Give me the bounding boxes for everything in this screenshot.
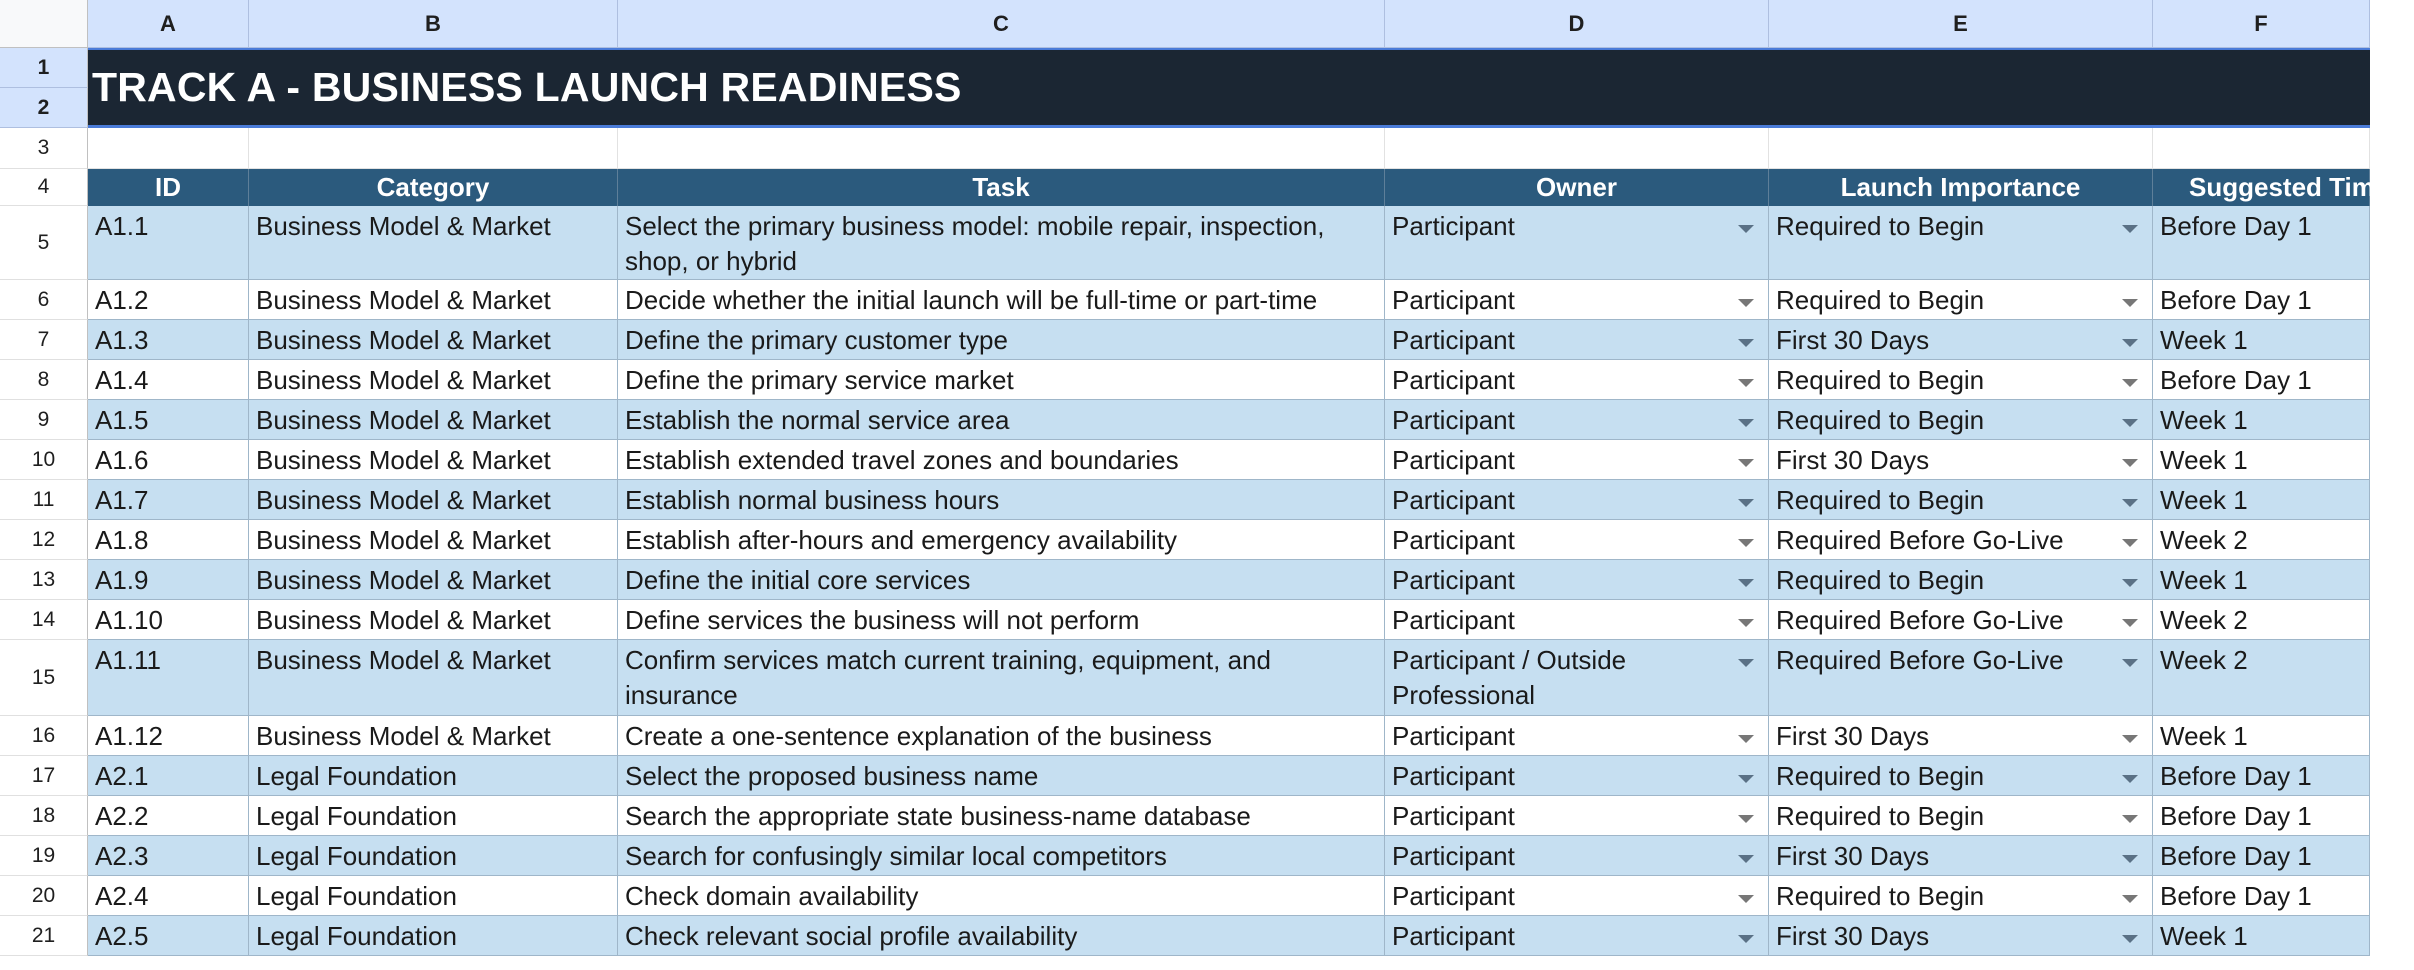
cell-importance-dropdown[interactable] xyxy=(1769,520,2153,560)
cell-timing[interactable] xyxy=(2153,640,2370,716)
cell-id[interactable] xyxy=(88,480,249,520)
cell-text: Week 1 xyxy=(2160,445,2248,475)
dropdown-arrow-icon[interactable] xyxy=(1738,895,1754,903)
cell-text: Week 1 xyxy=(2160,485,2248,515)
cell-owner-dropdown[interactable] xyxy=(1385,400,1769,440)
cell-text: Search for confusingly similar local competitors xyxy=(625,841,1167,871)
cell-text: Required to Begin xyxy=(1776,881,1985,911)
cell-owner-dropdown[interactable] xyxy=(1385,206,1769,280)
cell-text: Participant xyxy=(1392,921,1515,951)
cell-importance-dropdown[interactable] xyxy=(1769,756,2153,796)
cell-text: A2.1 xyxy=(95,761,149,791)
cell-text: Define the initial core services xyxy=(625,565,971,595)
cell-text: Required to Begin xyxy=(1776,565,1985,595)
table-row xyxy=(88,320,2370,360)
cell-id[interactable] xyxy=(88,206,249,280)
cell-timing[interactable] xyxy=(2153,320,2370,360)
cell-text: A1.11 xyxy=(95,645,162,675)
cell-text: Before Day 1 xyxy=(2160,211,2312,241)
dropdown-arrow-icon[interactable] xyxy=(1738,299,1754,307)
cell-task[interactable] xyxy=(618,206,1385,280)
cell-importance-dropdown[interactable] xyxy=(1769,400,2153,440)
header-task[interactable]: Task xyxy=(618,169,1385,206)
cell-text: Week 1 xyxy=(2160,405,2248,435)
dropdown-arrow-icon[interactable] xyxy=(1738,775,1754,783)
cell-timing[interactable] xyxy=(2153,400,2370,440)
cell-importance-dropdown[interactable] xyxy=(1769,320,2153,360)
cell-timing[interactable] xyxy=(2153,206,2370,280)
cell-text: Week 1 xyxy=(2160,921,2248,951)
dropdown-arrow-icon[interactable] xyxy=(2122,815,2138,823)
cell-text: Create a one-sentence explanation of the business xyxy=(625,721,1212,751)
cell-category[interactable] xyxy=(249,280,618,320)
row-header[interactable]: 17 xyxy=(0,756,88,796)
row-header[interactable]: 3 xyxy=(0,128,88,169)
cell-id[interactable] xyxy=(88,520,249,560)
cell-category[interactable] xyxy=(249,876,618,916)
dropdown-arrow-icon[interactable] xyxy=(2122,379,2138,387)
row-header[interactable]: 4 xyxy=(0,169,88,206)
cell-text: Legal Foundation xyxy=(256,841,457,871)
cell-text: Participant xyxy=(1392,801,1515,831)
cell-text: Select the proposed business name xyxy=(625,761,1039,791)
cell-text: Participant / Outside Professional xyxy=(1392,645,1627,710)
cell-text: First 30 Days xyxy=(1776,325,1930,355)
cell-text: Business Model & Market xyxy=(256,721,551,751)
empty-cell[interactable] xyxy=(249,128,618,169)
row-header[interactable]: 6 xyxy=(0,280,88,320)
cell-text: A1.12 xyxy=(95,721,163,751)
dropdown-arrow-icon[interactable] xyxy=(2122,299,2138,307)
cell-category[interactable] xyxy=(249,480,618,520)
cell-text: A1.9 xyxy=(95,565,149,595)
cell-timing[interactable] xyxy=(2153,360,2370,400)
cell-text: Check relevant social profile availability xyxy=(625,921,1078,951)
dropdown-arrow-icon[interactable] xyxy=(2122,499,2138,507)
cell-timing[interactable] xyxy=(2153,480,2370,520)
cell-importance-dropdown[interactable] xyxy=(1769,836,2153,876)
cell-owner-dropdown[interactable] xyxy=(1385,876,1769,916)
cell-id[interactable] xyxy=(88,836,249,876)
cell-task[interactable] xyxy=(618,280,1385,320)
dropdown-arrow-icon[interactable] xyxy=(1738,735,1754,743)
cell-category[interactable] xyxy=(249,440,618,480)
dropdown-arrow-icon[interactable] xyxy=(1738,339,1754,347)
cell-text: Legal Foundation xyxy=(256,801,457,831)
cell-text: Define services the business will not perform xyxy=(625,605,1140,635)
cell-text: A1.2 xyxy=(95,285,149,315)
row-header[interactable]: 16 xyxy=(0,716,88,756)
select-all-corner[interactable] xyxy=(0,0,88,48)
cell-owner-dropdown[interactable] xyxy=(1385,756,1769,796)
cell-task[interactable] xyxy=(618,836,1385,876)
cell-id[interactable] xyxy=(88,280,249,320)
cell-text: Required to Begin xyxy=(1776,211,1985,241)
cell-timing[interactable] xyxy=(2153,280,2370,320)
cell-text: Required to Begin xyxy=(1776,285,1985,315)
column-header-c[interactable]: C xyxy=(618,0,1385,48)
cell-text: Required to Begin xyxy=(1776,761,1985,791)
cell-category[interactable] xyxy=(249,836,618,876)
row-header[interactable]: 18 xyxy=(0,796,88,836)
column-header-b[interactable]: B xyxy=(249,0,618,48)
row-header[interactable]: 15 xyxy=(0,640,88,716)
cell-task[interactable] xyxy=(618,400,1385,440)
cell-owner-dropdown[interactable] xyxy=(1385,600,1769,640)
table-row xyxy=(88,716,2370,756)
cell-text: Business Model & Market xyxy=(256,365,551,395)
cell-category[interactable] xyxy=(249,400,618,440)
table-row xyxy=(88,916,2370,956)
cell-text: Establish after-hours and emergency availability xyxy=(625,525,1178,555)
cell-text: Establish extended travel zones and boundaries xyxy=(625,445,1179,475)
cell-timing[interactable] xyxy=(2153,716,2370,756)
dropdown-arrow-icon[interactable] xyxy=(2122,539,2138,547)
cell-text: Select the primary business model: mobile repair, inspection, shop, or hybrid xyxy=(625,211,1325,276)
cell-timing[interactable] xyxy=(2153,600,2370,640)
dropdown-arrow-icon[interactable] xyxy=(2122,659,2138,667)
cell-id[interactable] xyxy=(88,756,249,796)
cell-importance-dropdown[interactable] xyxy=(1769,560,2153,600)
cell-owner-dropdown[interactable] xyxy=(1385,916,1769,956)
dropdown-arrow-icon[interactable] xyxy=(1738,579,1754,587)
cell-timing[interactable] xyxy=(2153,836,2370,876)
cell-text: Participant xyxy=(1392,211,1515,241)
cell-owner-dropdown[interactable] xyxy=(1385,716,1769,756)
empty-cell[interactable] xyxy=(1385,128,1769,169)
cell-owner-dropdown[interactable] xyxy=(1385,320,1769,360)
cell-text: Required to Begin xyxy=(1776,801,1985,831)
cell-text: First 30 Days xyxy=(1776,721,1930,751)
cell-text: Business Model & Market xyxy=(256,565,551,595)
cell-text: Before Day 1 xyxy=(2160,761,2312,791)
row-header[interactable]: 2 xyxy=(0,88,88,128)
cell-id[interactable] xyxy=(88,600,249,640)
cell-text: Participant xyxy=(1392,841,1515,871)
cell-importance-dropdown[interactable] xyxy=(1769,480,2153,520)
table-row xyxy=(88,640,2370,716)
header-category[interactable]: Category xyxy=(249,169,618,206)
row-header[interactable]: 9 xyxy=(0,400,88,440)
cell-text: Business Model & Market xyxy=(256,525,551,555)
cell-text: Week 2 xyxy=(2160,645,2248,675)
cell-text: Business Model & Market xyxy=(256,485,551,515)
cell-text: Required to Begin xyxy=(1776,485,1985,515)
cell-text: A2.2 xyxy=(95,801,149,831)
cell-category[interactable] xyxy=(249,796,618,836)
cell-category[interactable] xyxy=(249,360,618,400)
title-band[interactable] xyxy=(88,48,2370,128)
cell-text: Business Model & Market xyxy=(256,325,551,355)
cell-text: Participant xyxy=(1392,881,1515,911)
cell-category[interactable] xyxy=(249,716,618,756)
cell-timing[interactable] xyxy=(2153,440,2370,480)
row-header[interactable]: 1 xyxy=(0,48,88,88)
dropdown-arrow-icon[interactable] xyxy=(1738,499,1754,507)
dropdown-arrow-icon[interactable] xyxy=(2122,339,2138,347)
empty-cell[interactable] xyxy=(1769,128,2153,169)
cell-text: Participant xyxy=(1392,525,1515,555)
cell-text: Participant xyxy=(1392,405,1515,435)
cell-text: Before Day 1 xyxy=(2160,285,2312,315)
cell-task[interactable] xyxy=(618,520,1385,560)
cell-text: Check domain availability xyxy=(625,881,919,911)
cell-text: A2.3 xyxy=(95,841,149,871)
cell-owner-dropdown[interactable] xyxy=(1385,360,1769,400)
cell-importance-dropdown[interactable] xyxy=(1769,916,2153,956)
cell-id[interactable] xyxy=(88,916,249,956)
cell-text: First 30 Days xyxy=(1776,841,1930,871)
cell-importance-dropdown[interactable] xyxy=(1769,640,2153,716)
table-row xyxy=(88,836,2370,876)
cell-text: Business Model & Market xyxy=(256,285,551,315)
cell-text: Participant xyxy=(1392,565,1515,595)
row-header[interactable]: 13 xyxy=(0,560,88,600)
cell-text: Business Model & Market xyxy=(256,445,551,475)
cell-owner-dropdown[interactable] xyxy=(1385,796,1769,836)
column-header-a[interactable]: A xyxy=(88,0,249,48)
cell-owner-dropdown[interactable] xyxy=(1385,480,1769,520)
cell-text: Required Before Go-Live xyxy=(1776,605,2064,635)
cell-id[interactable] xyxy=(88,640,249,716)
cell-text: Search the appropriate state business-name database xyxy=(625,801,1251,831)
cell-text: Legal Foundation xyxy=(256,761,457,791)
cell-task[interactable] xyxy=(618,876,1385,916)
cell-category[interactable] xyxy=(249,520,618,560)
cell-text: First 30 Days xyxy=(1776,445,1930,475)
empty-cell[interactable] xyxy=(2153,128,2370,169)
row-header[interactable]: 8 xyxy=(0,360,88,400)
cell-id[interactable] xyxy=(88,796,249,836)
cell-text: A1.5 xyxy=(95,405,149,435)
cell-task[interactable] xyxy=(618,320,1385,360)
empty-cell[interactable] xyxy=(618,128,1385,169)
dropdown-arrow-icon[interactable] xyxy=(2122,619,2138,627)
row-header[interactable]: 5 xyxy=(0,206,88,280)
table-row xyxy=(88,480,2370,520)
cell-category[interactable] xyxy=(249,320,618,360)
column-header-f[interactable]: F xyxy=(2153,0,2370,48)
cell-task[interactable] xyxy=(618,796,1385,836)
cell-category[interactable] xyxy=(249,756,618,796)
table-row xyxy=(88,796,2370,836)
cell-text: Business Model & Market xyxy=(256,645,551,675)
cell-text: Business Model & Market xyxy=(256,605,551,635)
dropdown-arrow-icon[interactable] xyxy=(2122,579,2138,587)
cell-text: Participant xyxy=(1392,325,1515,355)
cell-text: Business Model & Market xyxy=(256,405,551,435)
row-header[interactable]: 11 xyxy=(0,480,88,520)
row-header[interactable]: 21 xyxy=(0,916,88,956)
cell-owner-dropdown[interactable] xyxy=(1385,560,1769,600)
cell-text: Required Before Go-Live xyxy=(1776,645,2064,675)
cell-text: Business Model & Market xyxy=(256,211,551,241)
dropdown-arrow-icon[interactable] xyxy=(1738,659,1754,667)
cell-importance-dropdown[interactable] xyxy=(1769,876,2153,916)
cell-category[interactable] xyxy=(249,600,618,640)
cell-task[interactable] xyxy=(618,560,1385,600)
dropdown-arrow-icon[interactable] xyxy=(1738,379,1754,387)
dropdown-arrow-icon[interactable] xyxy=(1738,419,1754,427)
dropdown-arrow-icon[interactable] xyxy=(1738,935,1754,943)
cell-text: Establish normal business hours xyxy=(625,485,1000,515)
cell-category[interactable] xyxy=(249,640,618,716)
dropdown-arrow-icon[interactable] xyxy=(2122,735,2138,743)
cell-timing[interactable] xyxy=(2153,796,2370,836)
table-row xyxy=(88,440,2370,480)
cell-id[interactable] xyxy=(88,400,249,440)
cell-text: First 30 Days xyxy=(1776,921,1930,951)
cell-timing[interactable] xyxy=(2153,916,2370,956)
cell-text: Confirm services match current training, equipment, and insurance xyxy=(625,645,1271,710)
cell-text: Participant xyxy=(1392,761,1515,791)
cell-text: Decide whether the initial launch will be full-time or part-time xyxy=(625,285,1318,315)
table-row xyxy=(88,280,2370,320)
dropdown-arrow-icon[interactable] xyxy=(1738,225,1754,233)
table-row xyxy=(88,560,2370,600)
cell-category[interactable] xyxy=(249,206,618,280)
row-header[interactable]: 10 xyxy=(0,440,88,480)
dropdown-arrow-icon[interactable] xyxy=(2122,935,2138,943)
cell-text: Participant xyxy=(1392,285,1515,315)
cell-text: A1.1 xyxy=(95,211,149,241)
cell-importance-dropdown[interactable] xyxy=(1769,440,2153,480)
dropdown-arrow-icon[interactable] xyxy=(2122,895,2138,903)
header-id[interactable]: ID xyxy=(88,169,249,206)
cell-text: Week 1 xyxy=(2160,325,2248,355)
row-header[interactable]: 19 xyxy=(0,836,88,876)
row-header[interactable]: 7 xyxy=(0,320,88,360)
dropdown-arrow-icon[interactable] xyxy=(1738,855,1754,863)
cell-id[interactable] xyxy=(88,440,249,480)
cell-text: A1.10 xyxy=(95,605,163,635)
cell-task[interactable] xyxy=(618,440,1385,480)
cell-task[interactable] xyxy=(618,360,1385,400)
cell-text: Define the primary customer type xyxy=(625,325,1008,355)
table-row xyxy=(88,206,2370,280)
dropdown-arrow-icon[interactable] xyxy=(1738,459,1754,467)
cell-text: A2.4 xyxy=(95,881,149,911)
cell-task[interactable] xyxy=(618,600,1385,640)
header-launch-importance[interactable]: Launch Importance xyxy=(1769,169,2153,206)
cell-text: Participant xyxy=(1392,365,1515,395)
empty-cell[interactable] xyxy=(88,128,249,169)
cell-text: Before Day 1 xyxy=(2160,801,2312,831)
header-owner[interactable]: Owner xyxy=(1385,169,1769,206)
cell-text: Before Day 1 xyxy=(2160,365,2312,395)
cell-text: Legal Foundation xyxy=(256,881,457,911)
row-header[interactable]: 12 xyxy=(0,520,88,560)
table-row xyxy=(88,520,2370,560)
dropdown-arrow-icon[interactable] xyxy=(2122,459,2138,467)
cell-text: Week 1 xyxy=(2160,565,2248,595)
dropdown-arrow-icon[interactable] xyxy=(1738,539,1754,547)
cell-text: A1.3 xyxy=(95,325,149,355)
cell-importance-dropdown[interactable] xyxy=(1769,796,2153,836)
column-header-e[interactable]: E xyxy=(1769,0,2153,48)
table-row xyxy=(88,600,2370,640)
cell-owner-dropdown[interactable] xyxy=(1385,280,1769,320)
cell-timing[interactable] xyxy=(2153,520,2370,560)
header-suggested-timing[interactable]: Suggested Timing xyxy=(2153,169,2370,206)
cell-text: Participant xyxy=(1392,721,1515,751)
cell-text: Legal Foundation xyxy=(256,921,457,951)
cell-text: A1.6 xyxy=(95,445,149,475)
cell-text: Participant xyxy=(1392,445,1515,475)
sheet-title: TRACK A - BUSINESS LAUNCH READINESS xyxy=(92,64,962,110)
row-header[interactable]: 20 xyxy=(0,876,88,916)
table-row xyxy=(88,360,2370,400)
dropdown-arrow-icon[interactable] xyxy=(2122,225,2138,233)
cell-text: Before Day 1 xyxy=(2160,841,2312,871)
cell-importance-dropdown[interactable] xyxy=(1769,600,2153,640)
cell-importance-dropdown[interactable] xyxy=(1769,716,2153,756)
cell-category[interactable] xyxy=(249,916,618,956)
dropdown-arrow-icon[interactable] xyxy=(2122,775,2138,783)
cell-text: Week 2 xyxy=(2160,605,2248,635)
table-row xyxy=(88,756,2370,796)
cell-task[interactable] xyxy=(618,916,1385,956)
cell-importance-dropdown[interactable] xyxy=(1769,280,2153,320)
cell-id[interactable] xyxy=(88,716,249,756)
cell-text: Participant xyxy=(1392,485,1515,515)
cell-text: Required Before Go-Live xyxy=(1776,525,2064,555)
cell-text: A1.8 xyxy=(95,525,149,555)
cell-text: Establish the normal service area xyxy=(625,405,1010,435)
cell-importance-dropdown[interactable] xyxy=(1769,206,2153,280)
cell-id[interactable] xyxy=(88,876,249,916)
cell-owner-dropdown[interactable] xyxy=(1385,836,1769,876)
column-header-d[interactable]: D xyxy=(1385,0,1769,48)
cell-text: Define the primary service market xyxy=(625,365,1014,395)
cell-text: A1.7 xyxy=(95,485,149,515)
cell-text: Required to Begin xyxy=(1776,365,1985,395)
cell-owner-dropdown[interactable] xyxy=(1385,640,1769,716)
cell-timing[interactable] xyxy=(2153,560,2370,600)
cell-id[interactable] xyxy=(88,360,249,400)
cell-timing[interactable] xyxy=(2153,876,2370,916)
row-header[interactable]: 14 xyxy=(0,600,88,640)
cell-category[interactable] xyxy=(249,560,618,600)
cell-task[interactable] xyxy=(618,480,1385,520)
cell-text: A1.4 xyxy=(95,365,149,395)
cell-task[interactable] xyxy=(618,640,1385,716)
table-row xyxy=(88,876,2370,916)
dropdown-arrow-icon[interactable] xyxy=(2122,855,2138,863)
cell-task[interactable] xyxy=(618,716,1385,756)
cell-owner-dropdown[interactable] xyxy=(1385,440,1769,480)
cell-text: Required to Begin xyxy=(1776,405,1985,435)
cell-text: Before Day 1 xyxy=(2160,881,2312,911)
cell-text: Week 2 xyxy=(2160,525,2248,555)
dropdown-arrow-icon[interactable] xyxy=(1738,815,1754,823)
cell-task[interactable] xyxy=(618,756,1385,796)
dropdown-arrow-icon[interactable] xyxy=(1738,619,1754,627)
dropdown-arrow-icon[interactable] xyxy=(2122,419,2138,427)
cell-owner-dropdown[interactable] xyxy=(1385,520,1769,560)
cell-id[interactable] xyxy=(88,560,249,600)
table-row xyxy=(88,400,2370,440)
cell-text: Participant xyxy=(1392,605,1515,635)
cell-importance-dropdown[interactable] xyxy=(1769,360,2153,400)
cell-id[interactable] xyxy=(88,320,249,360)
cell-timing[interactable] xyxy=(2153,756,2370,796)
cell-text: A2.5 xyxy=(95,921,149,951)
cell-text: Week 1 xyxy=(2160,721,2248,751)
